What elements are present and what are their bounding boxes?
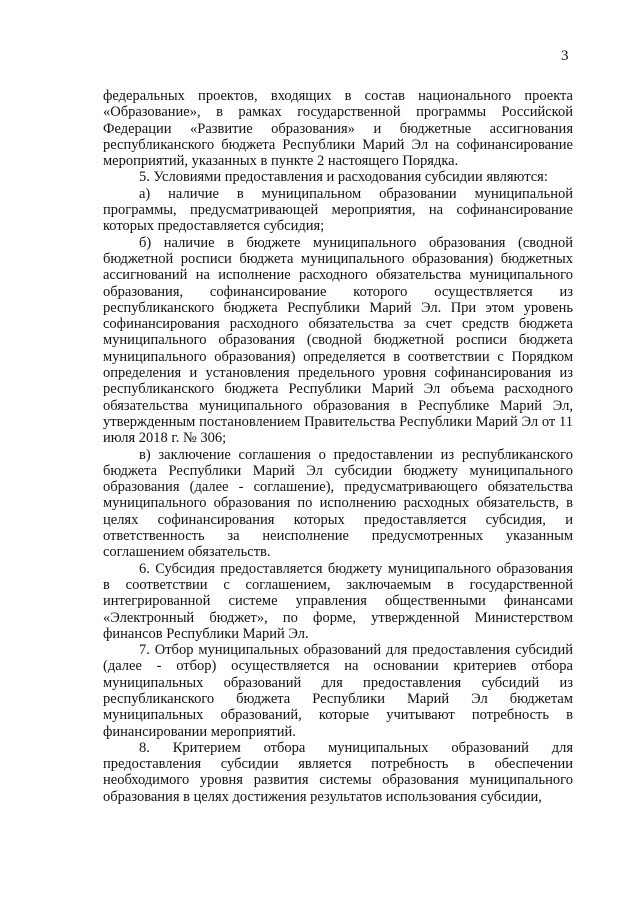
paragraph-continuation: федеральных проектов, входящих в состав национального проекта «Образование», в рамках государственной программы Российской Федерации «Развитие образования» и бюджетные ассигнования республиканского бюджета Республики Марий Эл на софинансирование мероприятий, указанных в пункте 2 настоящего Порядка.: [103, 88, 573, 170]
paragraph-item-8: 8. Критерием отбора муниципальных образований для предоставления субсидии является потребность в обеспечении необходимого уровня развития системы образования муниципального образования в целях достижения результатов использования субсидии,: [103, 739, 573, 805]
paragraph-item-5v: в) заключение соглашения о предоставлении из республиканского бюджета Республики Марий Эл субсидии бюджету муниципального образования (далее - соглашение), предусматривающего обязательства муниципального образования по исполнению расходных обязательств, в целях софинансирования которых предоставляется субсидия, и ответственность за неисполнение предусмотренных указанным соглашением обязательств.: [103, 446, 573, 561]
paragraph-item-6: 6. Субсидия предоставляется бюджету муниципального образования в соответствии с соглашением, заключаемым в государственной интегрированной системе управления общественными финансами «Электронный бюджет», по форме, утвержденной Министерством финансов Республики Марий Эл.: [103, 560, 573, 642]
page-number: 3: [561, 48, 569, 64]
paragraph-item-5: 5. Условиями предоставления и расходования субсидии являются:: [139, 169, 548, 186]
paragraph-item-5a: а) наличие в муниципальном образовании муниципальной программы, предусматривающей мероприятия, на софинансирование которых предоставляется субсидия;: [103, 185, 573, 235]
document-body: [103, 88, 573, 805]
paragraph-item-7: 7. Отбор муниципальных образований для предоставления субсидий (далее - отбор) осуществляется на основании критериев отбора муниципальных образований для предоставления субсидий из республиканского бюджета Республики Марий Эл бюджетам муниципальных образований, которые учитывают потребность в финансировании мероприятий.: [103, 642, 573, 740]
paragraph-item-5b: б) наличие в бюджете муниципального образования (сводной бюджетной росписи бюджета муниципального образования) бюджетных ассигнований на исполнение расходного обязательства муниципального образования, софинансирование которого осуществляется из республиканского бюджета Республики Марий Эл. При этом уровень софинансирования расходного обязательства за счет средств бюджета муниципального образования (сводной бюджетной росписи бюджета муниципального образования) определяется в соответствии с Порядком определения и установления предельного уровня софинансирования из республиканского бюджета Республики Марий Эл объема расходного обязательства муниципального образования в Республике Марий Эл, утвержденным постановлением Правительства Республики Марий Эл от 11 июля 2018 г. № 306;: [103, 234, 573, 447]
